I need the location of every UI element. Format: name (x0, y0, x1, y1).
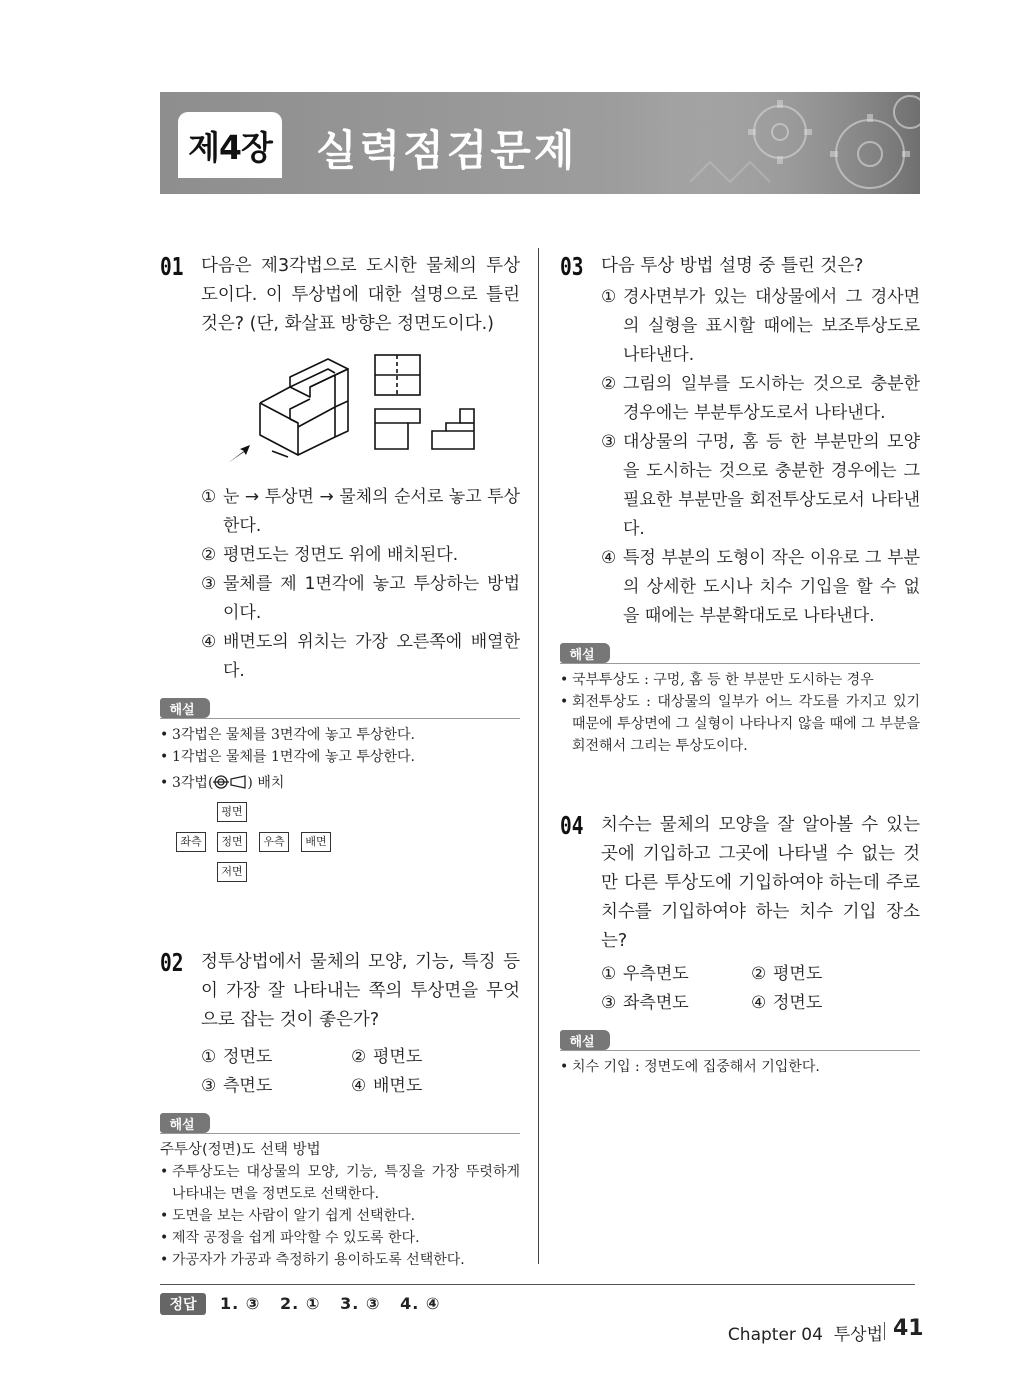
footer-separator (884, 1322, 885, 1340)
explanation-header (160, 1113, 520, 1135)
column-divider (538, 248, 539, 1264)
option-1: ① 눈 → 투상면 → 물체의 순서로 놓고 투상한다. (201, 487, 520, 536)
question-text: 정투상법에서 물체의 모양, 기능, 특징 등이 가장 잘 나타내는 쪽의 투상면을 무엇으로 잡는 것이 좋은가? (201, 952, 520, 1030)
option-1: ① 정면도 (201, 1047, 273, 1067)
question-text: 치수는 물체의 모양을 잘 알아볼 수 있는 곳에 기입하고 그곳에 나타낼 수 없는 것만 다른 투상도에 기입하여야 하는데 주로 치수를 기입하여야 하는 치수 기입 장소는? (601, 815, 920, 951)
question-1 (160, 252, 520, 890)
explanation-header (160, 698, 520, 720)
layout-right-view: 우측 (259, 832, 289, 852)
gear-decoration-image (670, 92, 920, 194)
option-2: ② 평면도는 정면도 위에 배치된다. (201, 545, 459, 565)
explanation-label: 해설 (560, 1030, 604, 1050)
question-number: 04 (560, 811, 584, 840)
option-3: ③ 물체를 제 1면각에 놓고 투상하는 방법이다. (201, 574, 520, 623)
explanation-item: • 3각법은 물체를 3면각에 놓고 투상한다. (160, 727, 415, 743)
explanation-item: • 국부투상도 : 구멍, 홈 등 한 부분만 도시하는 경우 (560, 672, 874, 688)
option-2: ② 그림의 일부를 도시하는 것으로 충분한 경우에는 부분투상도로서 나타낸다. (601, 374, 920, 423)
chapter-number: 제4장 (178, 112, 282, 178)
explanation (560, 669, 920, 757)
layout-top-view: 평면 (217, 802, 247, 822)
explanation-item: • 제작 공정을 쉽게 파악할 수 있도록 한다. (160, 1230, 420, 1246)
layout-left-view: 좌측 (176, 832, 206, 852)
layout-back-view: 배면 (301, 832, 331, 852)
explanation-item: • 도면을 보는 사람이 알기 쉽게 선택한다. (160, 1208, 416, 1224)
question-4 (560, 811, 920, 1078)
option-3: ③ 대상물의 구멍, 홈 등 한 부분만의 모양을 도시하는 것으로 충분한 경우에는 그 필요한 부분만을 회전투상도로서 나타낸다. (601, 432, 920, 539)
option-1: ① 경사면부가 있는 대상물에서 그 경사면의 실형을 표시할 때에는 보조투상도로 나타낸다. (601, 287, 920, 365)
explanation-label: 해설 (160, 1113, 204, 1133)
footer-rule (160, 1284, 915, 1285)
left-column (160, 252, 520, 1271)
explanation-item: • 치수 기입 : 정면도에 집중해서 기입한다. (560, 1059, 820, 1075)
option-3: ③ 측면도 (201, 1076, 273, 1096)
option-2: ② 평면도 (751, 964, 823, 984)
question-number: 01 (160, 252, 184, 281)
answer-label: 정답 (160, 1293, 206, 1315)
footer-chapter: Chapter 04 투상법 (727, 1325, 883, 1345)
answer-key: 1. ③ 2. ① 3. ③ 4. ④ (220, 1294, 441, 1313)
explanation (160, 724, 520, 890)
layout-front-view: 정면 (217, 832, 247, 852)
option-4: ④ 배면도의 위치는 가장 오른쪽에 배열한다. (201, 632, 520, 681)
question-text: 다음 투상 방법 설명 중 틀린 것은? (601, 256, 864, 276)
explanation-item: • 1각법은 물체를 1면각에 놓고 투상한다. (160, 749, 415, 765)
option-3: ③ 좌측면도 (601, 993, 689, 1013)
explanation-header (560, 643, 920, 665)
third-angle-layout (160, 802, 520, 890)
question-number: 03 (560, 252, 584, 281)
explanation-label: 해설 (160, 698, 204, 718)
option-4: ④ 정면도 (751, 993, 823, 1013)
projection-figure (210, 351, 510, 469)
right-column (560, 252, 920, 1078)
explanation (160, 1139, 520, 1271)
layout-bottom-view: 저면 (217, 862, 247, 882)
explanation-header (560, 1030, 920, 1052)
question-text: 다음은 제3각법으로 도시한 물체의 투상도이다. 이 투상법에 대한 설명으로 틀린 것은? (단, 화살표 방향은 정면도이다.) (201, 256, 520, 334)
explanation-item: • 회전투상도 : 대상물의 일부가 어느 각도를 가지고 있기 때문에 투상면에 그 실형이 나타나지 않을 때에 그 부분을 회전해서 그리는 투상도이다. (560, 694, 920, 754)
chapter-title: 실력점검문제 (316, 126, 578, 175)
question-number: 02 (160, 948, 184, 977)
explanation-item: • 3각법( ) 배치 (160, 775, 285, 791)
explanation-title: 주투상(정면)도 선택 방법 (160, 1142, 321, 1158)
explanation-item: • 주투상도는 대상물의 모양, 기능, 특징을 가장 뚜렷하게 나타내는 면을 정면도로 선택한다. (160, 1164, 520, 1202)
question-2 (160, 948, 520, 1271)
chapter-banner (160, 92, 920, 194)
option-4: ④ 특정 부분의 도형이 작은 이유로 그 부분의 상세한 도시나 치수 기입을 할 수 없을 때에는 부분확대도로 나타낸다. (601, 548, 920, 626)
option-2: ② 평면도 (351, 1047, 423, 1067)
third-angle-symbol-icon (213, 774, 247, 790)
explanation-label: 해설 (560, 643, 604, 663)
option-1: ① 우측면도 (601, 964, 689, 984)
explanation (560, 1056, 920, 1078)
page-number: 41 (893, 1316, 924, 1341)
question-3 (560, 252, 920, 757)
option-4: ④ 배면도 (351, 1076, 423, 1096)
explanation-item: • 가공자가 가공과 측정하기 용이하도록 선택한다. (160, 1252, 465, 1268)
